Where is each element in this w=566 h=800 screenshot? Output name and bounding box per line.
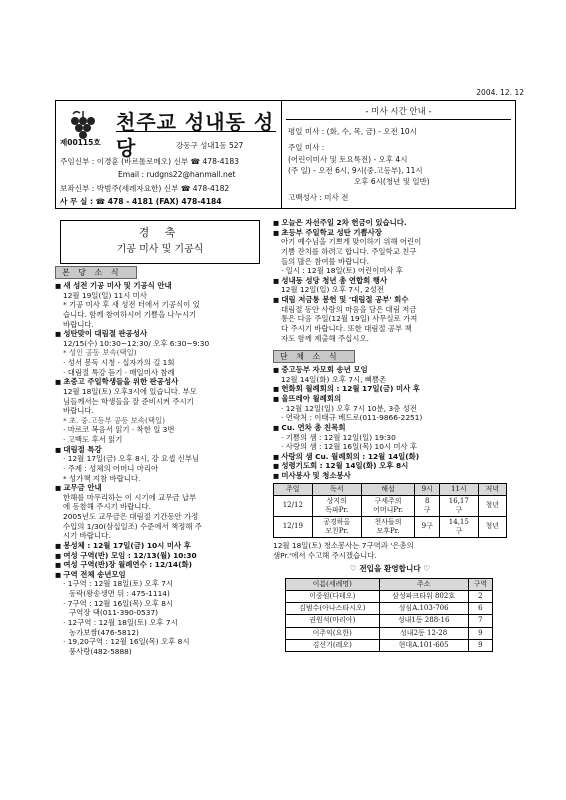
news-item-text: 2005년도 교무금은 대림절 기간동안 가정 [63,512,199,521]
table-cell: 16,17 구 [440,495,478,516]
table-cell: 공경하올 모친Pr. [312,516,361,537]
news-item-heading: ■ 교무금 안내 [55,483,265,493]
table-cell: 6 [468,603,492,615]
news-item-text: 에 동참해 주시기 바랍니다. [63,502,151,512]
bulletin-header [55,100,516,209]
news-item-heading: ■ 봉성체 : 12월 17일(금) 10시 미사 후 [55,541,265,551]
table-cell: 2 [468,591,492,603]
assistant-pastor-info: 보좌신부 : 박범주(세례자요한) 신부 ☎ 478-4182 [60,184,230,193]
issue-date: 2004. 12. 12 [476,88,524,97]
news-item-text: · 1구역 : 12월 18일(토) 오후 7시 [63,579,174,589]
cleaning-note: 샘Pr.'에서 수고해 주시겠습니다. [273,550,377,560]
group-news-list [273,365,519,481]
parish-news-heading: 본 당 소 식 [55,266,137,279]
table-header-cell: 해설 [361,483,414,495]
welcome-title: ♡ 전입을 환영합니다 ♡ [349,564,431,574]
header-left-panel [56,101,282,208]
news-item-heading: ■ 여성 구역(반)장 월례연수 : 12/14(화) [55,560,265,570]
news-item-text: · 주제 : 성체의 어머니 마리아 [63,463,159,473]
news-item-text: · 연락처 : 이태규 베드로(011-9866-2251) [281,413,423,423]
news-item-text: · 기쁨의 샘 : 12월 12일(일) 19:30 [281,432,396,442]
welcome-table [285,578,493,652]
table-cell: 구세주의 어머니Pr. [361,495,414,516]
table-cell: 성내1동 288-16 [379,615,468,627]
news-item-text: 바랍니다. [63,319,94,329]
news-item-heading: ■ 대림 저금통 봉헌 및 '대림절 공부' 회수 [273,295,519,305]
table-header-cell: 11시 [440,483,478,495]
table-header-cell: 주소 [379,579,468,591]
table-cell: 성내2동 12-28 [379,627,468,639]
table-row [286,639,493,651]
news-item-text: 들의 많은 참여를 바랍니다. [281,256,369,266]
news-item-text: 한해를 마무리하는 이 시기에 교무금 납부 [63,492,197,502]
news-item-heading: ■ 구역 전체 송년모임 [55,570,265,580]
congrats-subtitle: 기공 미사 및 기공식 [116,244,204,256]
parish-news-list [55,281,265,656]
news-item-text: · 12월 17일(금) 오후 8시, 강 요셉 신부님 [63,454,200,464]
table-header-cell: 구역 [468,579,492,591]
news-item-heading: ■ 초중고 주일학생들을 위한 판공성사 [55,377,265,387]
table-cell: 청년 [478,516,506,537]
table-row [274,495,507,516]
pastor-info: 주임신부 : 이경훈 (바르톨로메오) 신부 ☎ 478-4183 [60,157,240,166]
news-item-text: 님들께서는 학생들을 잘 준비시켜 주시기 [63,396,194,406]
news-item-heading: ■ 미사봉사 및 청소봉사 [273,471,519,481]
news-item-heading: ■ 중고등부 자모회 송년 모임 [273,365,519,375]
table-row [286,615,493,627]
welcome-table-header [286,579,493,591]
table-row [274,516,507,537]
table-header-cell: 저녁 [478,483,506,495]
table-row [286,603,493,615]
issue-number: 제00115호 [60,138,101,147]
news-item-text: 12월 12일(일) 오후 7시, 2성전 [281,285,384,295]
table-cell: 9 [468,627,492,639]
news-item-text: * 기공 미사 후 새 성전 터에서 기공식이 있 [63,300,200,310]
table-cell: 9 [468,639,492,651]
news-item-text: 자도 함께 제출해 주십시오. [281,333,369,343]
mass-rule [286,119,511,120]
news-item-text: * 초. 중.고등부 공동 보속(택일) [63,415,166,425]
mass-line: (어린이미사 및 토요특전) - 오후 4시 [288,155,408,164]
notices-list [273,218,519,343]
table-cell: 14,15 구 [440,516,478,537]
table-cell: 8 구 [415,495,440,516]
news-item-text: · 12구역 : 12월 18일(토) 오후 7시 [63,617,178,627]
table-row [286,627,493,639]
news-item-text: · 성서 봉독 시청 · 십자가의 길 1회 [63,358,175,367]
news-item-heading: ■ 성내동 성당 청년 총 연합회 행사 [273,276,519,286]
mass-line: 평일 미사 : (화, 수, 목, 금) - 오전 10시 [288,127,417,136]
news-item-heading: ■ 대림절 특강 [55,445,265,455]
news-item-text: 대림절 동안 사랑의 마음을 담은 대림 저금 [281,304,417,314]
table-header-cell: 독서 [312,483,361,495]
table-cell: 이중원(다테오) [286,591,380,603]
news-item-text: 바랍니다. [63,406,94,416]
table-cell: 삼성파크타워 802호 [379,591,468,603]
news-item-text: · 대림절 특강 듣기 · 매일미사 참례 [63,367,175,377]
news-item-text: 12월 14일(화) 오후 7시, 삐쁨촌 [281,374,387,384]
table-header-cell: 9시 [415,483,440,495]
news-item-text: · 마르코 복음서 읽기 · 착한 일 3번 [63,425,175,435]
mass-line: 오후 6시(청년 및 일반) [354,177,430,186]
news-item-heading: ■ Cu. 연차 총 친목회 [273,423,519,433]
news-item-text: 12월 18일(토) 오후3시에 있습니다. 부모 [63,386,197,396]
table-cell: 12/12 [274,495,313,516]
news-item-text: 시기 바랍니다. [63,531,111,541]
table-header-cell: 주일 [274,483,313,495]
church-title: 천주교 성내동 성당 [116,110,275,160]
cleaning-note: 12월 18일(토) 청소봉사는 7구역과 '은총의 [273,541,414,551]
news-item-heading: ■ 울뜨레아 월례회의 [273,394,519,404]
table-cell: 12/19 [274,516,313,537]
news-item-heading: ■ 헌화회 월례회의 : 12월 17일(금) 미사 후 [273,384,519,394]
news-item-heading: ■ 새 성전 기공 미사 및 기공식 안내 [55,281,265,291]
welcome-table-body [286,591,493,651]
mass-line: 고백성사 : 미사 전 [288,193,349,202]
congrats-heading: 경 축 [138,226,182,239]
news-item-text: 다 주시기 바랍니다. 또한 대림절 공부 책 [281,323,412,333]
email-info: Email : rudgns22@hanmail.net [118,170,236,179]
mass-line: (주 일) - 오전 6시, 9시(중.고등부), 11시 [288,166,423,175]
mass-times-panel [282,101,515,208]
table-cell: 이주익(요한) [286,627,380,639]
news-item-text: 농가보쌈(476-5812) [69,627,139,637]
news-item-text: · 12월 12일(일) 오후 7시 10분, 3층 성전 [281,403,417,413]
left-column [55,266,265,656]
table-cell: 천사들의 모후Pr. [361,516,414,537]
news-item-heading: ■ 성령기도회 : 12월 14일(화) 오후 8시 [273,461,519,471]
news-item-text: 기쁨 잔치를 하려고 합니다. 주일학교 친구 [281,246,417,256]
service-table [273,483,507,538]
news-item-heading: ■ 여성 구역(반) 모임 : 12/13(월) 10:30 [55,551,265,561]
table-cell: 7 [468,615,492,627]
news-item-text: · 7구역 : 12월 16일(목) 오후 8시 [63,598,174,608]
church-address: 강동구 성내1동 527 [176,141,244,150]
news-item-text: · 19,20구역 : 12월 16일(목) 오후 8시 [63,637,190,647]
service-table-body [274,495,507,537]
news-item-text: 12/15(수) 10:30~12:30/ 오후 6:30~9:30 [63,338,210,348]
news-item-heading: ■ 초등부 주일학교 성탄 기쁨사장 [273,228,519,238]
news-item-text: * 성인 공동 보속(택일) [63,348,137,358]
news-item-text: 풍사랑(482-5888) [69,646,132,656]
news-item-text: 통은 다음 주일(12월 19일) 사무실로 가져 [281,314,418,324]
title-rule [116,131,276,132]
office-info: 사 무 실 : ☎ 478 - 4181 (FAX) 478-4184 [60,197,222,206]
news-item-heading: ■ 성탄맞이 대림절 판공성사 [55,329,265,339]
mass-times-title: - 미사 시간 안내 - [365,107,432,117]
news-item-text: · 고백도 후서 읽기 [63,435,123,444]
news-item-text: · 사랑의 샘 : 12월 16일(목) 10시 미사 후 [281,442,418,452]
table-row [286,591,493,603]
news-item-text: 아기 예수님을 기쁘게 맞이하기 위해 어린이 [281,237,422,247]
table-cell: 김범수(아나스타시오) [286,603,380,615]
table-header-cell: 이름(세례명) [286,579,380,591]
table-cell: 권원석(마리아) [286,615,380,627]
news-item-text: 수입의 1/30(삼십일조) 수준에서 책정해 주 [63,521,202,531]
group-news-heading: 단 체 소 식 [273,350,355,363]
news-item-text: 구역장 댁(011-390-0537) [69,608,159,618]
service-table-header [274,483,507,495]
table-cell: 상지의 독파Pr. [312,495,361,516]
table-cell: 현대A.101-605 [379,639,468,651]
table-cell: 9구 [415,516,440,537]
news-item-text: · 일시 : 12월 18일(토) 어린이미사 후 [281,266,404,276]
table-cell: 성심A.103-706 [379,603,468,615]
right-column [273,218,519,652]
table-cell: 청년 [478,495,506,516]
news-item-text: 동락(왕송생면 뒤 : 475-1114) [69,589,170,598]
news-item-text: 습니다. 함께 참여하시어 기쁨을 나누시기 [63,309,197,319]
table-cell: 김선기(레오) [286,639,380,651]
news-item-text: * 성가책 지참 바랍니다. [63,473,141,483]
mass-line: 주일 미사 : [288,143,325,152]
news-item-heading: ■ 오늘은 자선주일 2차 헌금이 있습니다. [273,218,519,228]
congratulations-box [60,220,260,264]
news-item-heading: ■ 사랑의 샘 Cu. 월례회의 : 12월 14일(화) [273,452,519,462]
news-item-text: 12월 19일(일) 11시 미사 [63,290,147,300]
